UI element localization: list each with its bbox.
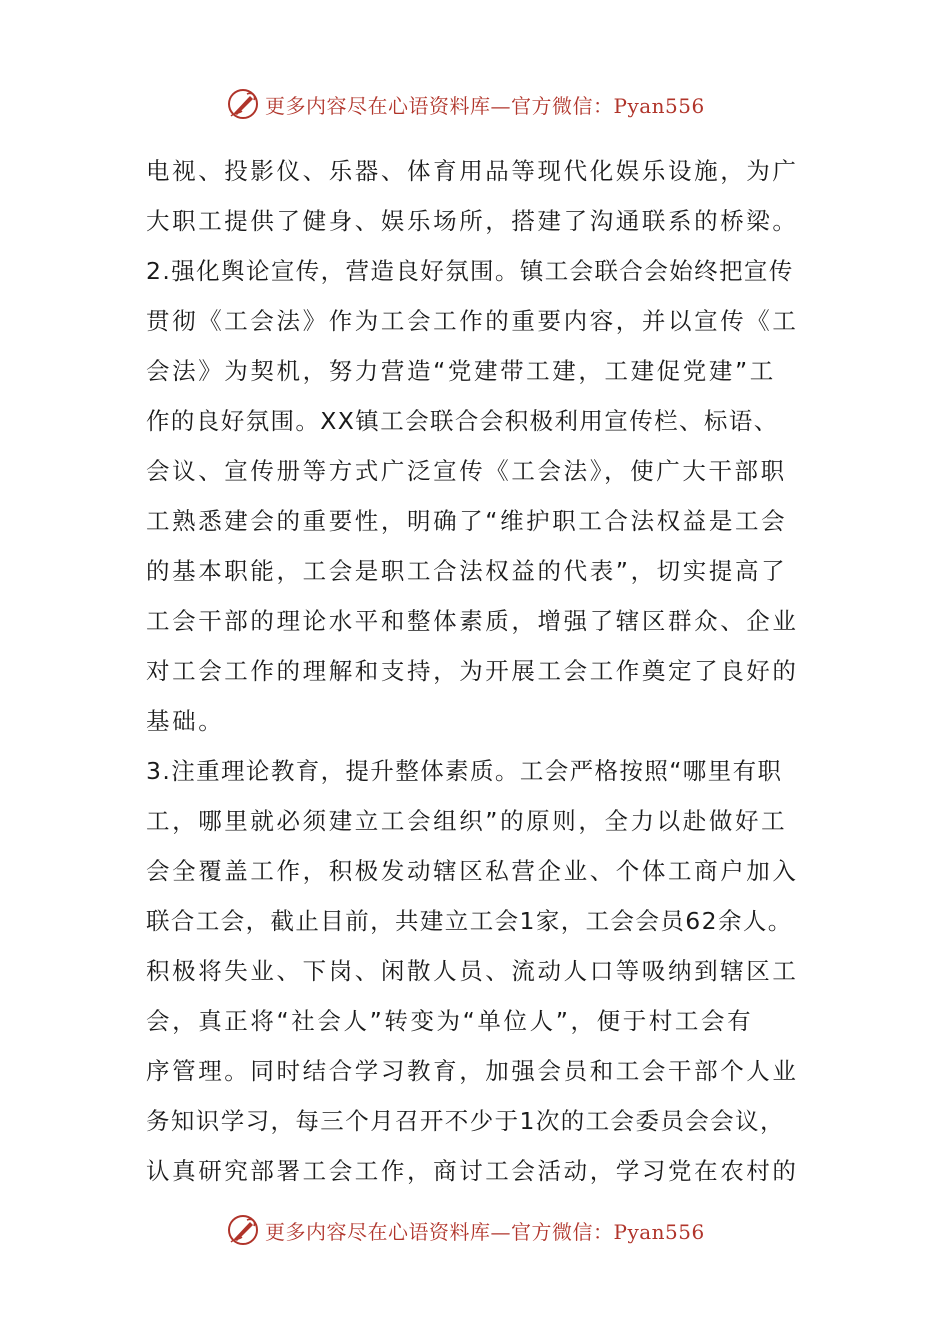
text-line: 务知识学习，每三个月召开不少于1次的工会委员会会议， xyxy=(146,1107,785,1135)
text-line: 大职工提供了健身、娱乐场所，搭建了沟通联系的桥梁。 xyxy=(146,207,799,235)
header-banner xyxy=(225,84,705,124)
quill-logo-icon xyxy=(225,86,261,122)
text-line: 的基本职能，工会是职工合法权益的代表”，切实提高了 xyxy=(146,557,788,585)
text-line: 工会干部的理论水平和整体素质，增强了辖区群众、企业 xyxy=(146,607,799,635)
text-line: 会，真正将“社会人”转变为“单位人”，便于村工会有 xyxy=(146,1007,754,1035)
footer-banner xyxy=(225,1210,705,1250)
text-line: 序管理。同时结合学习教育，加强会员和工会干部个人业 xyxy=(146,1057,799,1085)
text-line: 积极将失业、下岗、闲散人员、流动人口等吸纳到辖区工 xyxy=(146,957,799,985)
footer-banner-text: 更多内容尽在心语资料库—官方微信：Pyan556 xyxy=(265,1219,705,1244)
text-line: 基础。 xyxy=(146,707,225,735)
text-line: 会议、宣传册等方式广泛宣传《工会法》，使广大干部职 xyxy=(146,457,787,485)
text-line: 2.强化舆论宣传，营造良好氛围。镇工会联合会始终把宣传 xyxy=(146,257,794,285)
text-line: 会法》为契机，努力营造“党建带工建，工建促党建”工 xyxy=(146,357,776,385)
text-line: 3.注重理论教育，提升整体素质。工会严格按照“哪里有职 xyxy=(146,757,783,785)
text-line: 认真研究部署工会工作，商讨工会活动，学习党在农村的 xyxy=(146,1157,799,1185)
text-line: 联合工会，截止目前，共建立工会1家，工会会员62余人。 xyxy=(146,907,793,935)
body-text xyxy=(146,146,826,1196)
text-line: 对工会工作的理解和支持，为开展工会工作奠定了良好的 xyxy=(146,657,799,685)
text-line: 贯彻《工会法》作为工会工作的重要内容，并以宣传《工 xyxy=(146,307,799,335)
text-line: 会全覆盖工作，积极发动辖区私营企业、个体工商户加入 xyxy=(146,857,799,885)
text-line: 工，哪里就必须建立工会组织”的原则，全力以赴做好工 xyxy=(146,807,788,835)
text-line: 电视、投影仪、乐器、体育用品等现代化娱乐设施，为广 xyxy=(146,157,799,185)
text-line: 工熟悉建会的重要性，明确了“维护职工合法权益是工会 xyxy=(146,507,788,535)
text-line: 作的良好氛围。XX镇工会联合会积极利用宣传栏、标语、 xyxy=(146,407,779,435)
header-banner-text: 更多内容尽在心语资料库—官方微信：Pyan556 xyxy=(265,93,705,118)
quill-logo-icon xyxy=(225,1212,261,1248)
